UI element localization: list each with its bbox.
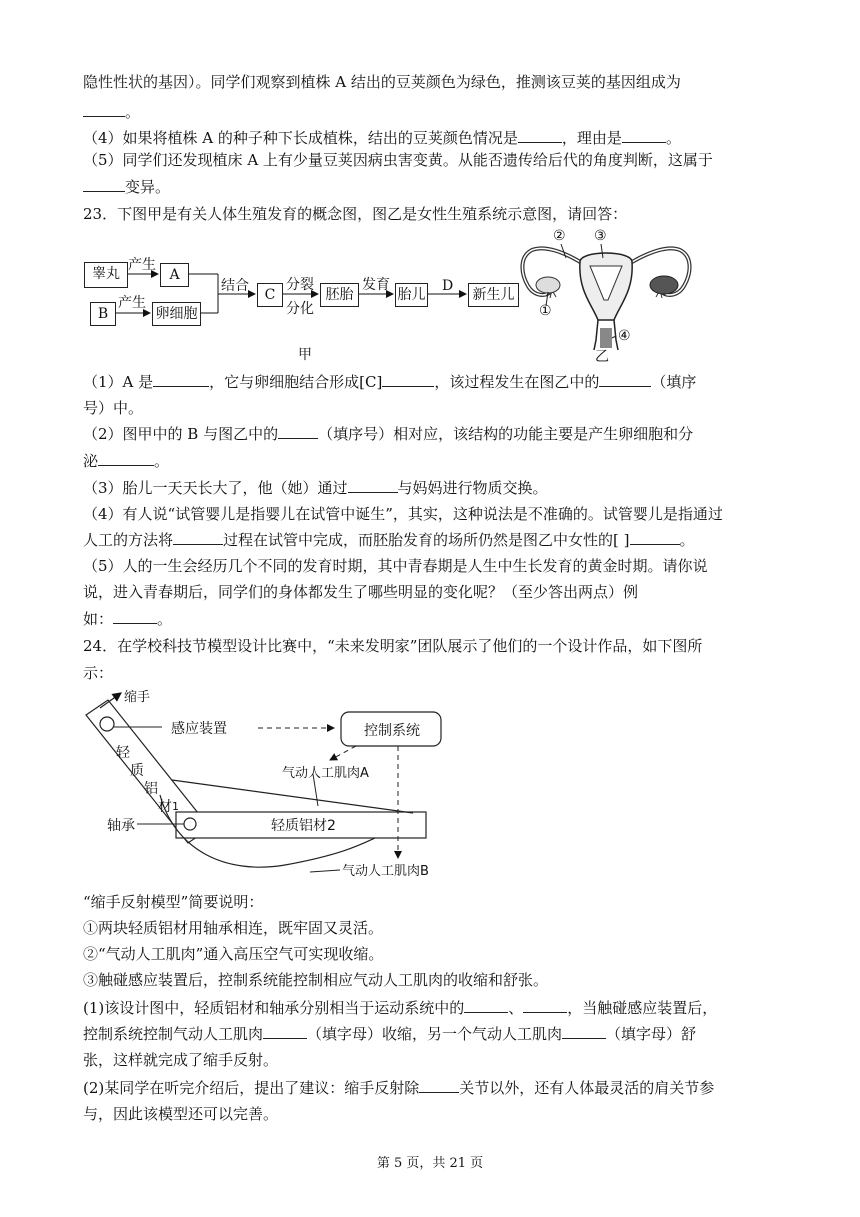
- label-2: ②: [553, 228, 566, 244]
- q22-line2: 。: [83, 102, 140, 122]
- answer-blank[interactable]: [419, 1078, 459, 1093]
- box-C: C: [257, 283, 283, 307]
- q22-q5: （5）同学们还发现植床 A 上有少量豆荚因病虫害变黄。从能否遗传给后代的角度判断，这属于: [83, 151, 713, 169]
- label-1: ①: [539, 303, 552, 319]
- differentiate-label: 分化: [286, 301, 314, 317]
- produce-label-1: 产生: [128, 257, 156, 273]
- develop-label: 发育: [362, 277, 390, 293]
- rod1-char: 质: [130, 763, 144, 779]
- q23-q4-cont: 人工的方法将 过程在试管中完成，而胚胎发育的场所仍然是图乙中女性的[ ] 。: [83, 531, 695, 549]
- q23-q5-cont: 说，进入青春期后，同学们的身体都发生了哪些明显的变化呢？（至少答出两点）例: [83, 583, 639, 601]
- divide-label: 分裂: [286, 277, 314, 293]
- rod1-char: 铝: [144, 781, 158, 797]
- label-3: ③: [594, 228, 607, 244]
- rod1-char: 轻: [116, 745, 130, 761]
- q24-note-3: ③触碰感应装置后，控制系统能控制相应气动人工肌肉的收缩和舒张。: [83, 971, 549, 989]
- q22-line1: 隐性性状的基因）。同学们观察到植株 A 结出的豆荚颜色为绿色，推测该豆荚的基因组成为: [83, 73, 681, 91]
- sensor-label: 感应装置: [171, 721, 227, 737]
- answer-blank[interactable]: [523, 998, 567, 1013]
- answer-blank[interactable]: [562, 1024, 606, 1039]
- q23-q3: （3）胎儿一天天长大了，他（她）通过 与妈妈进行物质交换。: [83, 479, 548, 497]
- egg-cell-box: 卵细胞: [152, 302, 201, 326]
- rod1-number: 1: [172, 800, 179, 813]
- q24-note-1: ①两块轻质铝材用轴承相连，既牢固又灵活。: [83, 919, 384, 937]
- label-D: D: [442, 278, 454, 294]
- box-A: A: [160, 263, 189, 287]
- rod1-char: 材: [158, 799, 172, 815]
- q23-q4: （4）有人说“试管婴儿是指婴儿在试管中诞生”，其实，这种说法是不准确的。试管婴儿是指通过: [83, 505, 723, 523]
- q24-q2-cont: 与，因此该模型还可以完善。: [83, 1105, 279, 1123]
- q24-q1-cont2: 张，这样就完成了缩手反射。: [83, 1051, 279, 1069]
- q24-stem: 24．在学校科技节模型设计比赛中，“未来发明家”团队展示了他们的一个设计作品，如下图所: [83, 637, 703, 655]
- q23-q5: （5）人的一生会经历几个不同的发育时期，其中青春期是人生中生长发育的黄金时期。请你说: [83, 557, 708, 575]
- newborn-box: 新生儿: [468, 283, 519, 307]
- embryo-box: 胚胎: [320, 283, 359, 307]
- q23-q2-cont: 泌 。: [83, 452, 170, 470]
- combine-label: 结合: [221, 278, 249, 294]
- q24-note-title: “缩手反射模型”简要说明：: [83, 893, 264, 911]
- q23-stem: 23．下图甲是有关人体生殖发育的概念图，图乙是女性生殖系统示意图，请回答：: [83, 205, 628, 223]
- box-B: B: [90, 302, 116, 326]
- q23-q2: （2）图甲中的 B 与图乙中的 （填序号）相对应，该结构的功能主要是产生卵细胞和分: [83, 425, 694, 443]
- q24-q1: (1)该设计图中，轻质铝材和轴承分别相当于运动系统中的 、 ，当触碰感应装置后，: [83, 999, 718, 1017]
- page-footer: 第 5 页，共 21 页: [376, 1156, 484, 1171]
- diagram-jia-caption: 甲: [298, 347, 312, 363]
- q24-q2: (2)某同学在听完介绍后，提出了建议：缩手反射除 关节以外，还有人体最灵活的肩关节参: [83, 1079, 715, 1097]
- q23-q5-cont2: 如： 。: [83, 610, 173, 628]
- bearing-label: 轴承: [107, 818, 135, 834]
- answer-blank[interactable]: [263, 1024, 307, 1039]
- answer-blank[interactable]: [464, 998, 508, 1013]
- q23-q1-cont: 号）中。: [83, 399, 144, 417]
- q24-note-2: ②“气动人工肌肉”通入高压空气可实现收缩。: [83, 945, 384, 963]
- fetus-box: 胎儿: [395, 283, 428, 307]
- control-system-label: 控制系统: [364, 723, 420, 739]
- label-4: ④: [618, 328, 631, 344]
- diagram-yi-caption: 乙: [595, 349, 609, 365]
- retract-label: 缩手: [124, 690, 151, 705]
- q24-q1-cont: 控制系统控制气动人工肌肉 （填字母）收缩，另一个气动人工肌肉 （填字母）舒: [83, 1025, 697, 1043]
- q22-q4: （4）如果将植株 A 的种子种下长成植株，结出的豆荚颜色情况是 ，理由是 。: [83, 129, 681, 147]
- produce-label-2: 产生: [118, 295, 146, 311]
- q24-stem-cont: 示：: [83, 664, 114, 682]
- rod2-label: 轻质铝材2: [271, 818, 336, 834]
- q23-q1: （1）A 是 ，它与卵细胞结合形成[C] ，该过程发生在图乙中的 （填序: [83, 373, 697, 391]
- testis-box: 睾丸: [84, 262, 128, 288]
- muscle-b-label: 气动人工肌肉B: [342, 864, 429, 879]
- muscle-a-label: 气动人工肌肉A: [282, 766, 369, 781]
- q22-q5-cont: 变异。: [83, 177, 170, 197]
